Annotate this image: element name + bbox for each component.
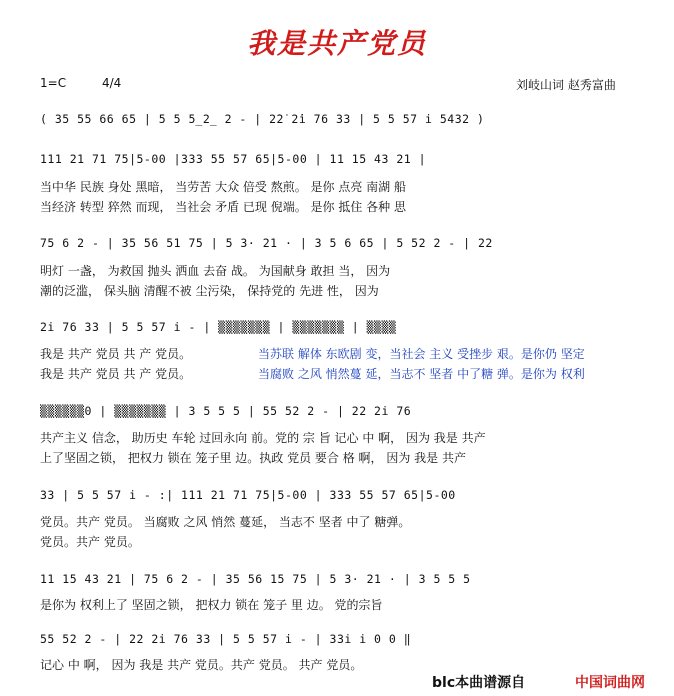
lyric-line-4a: 我是 共产 党员 共 产 党员。 <box>40 347 192 361</box>
lyric-line-6b: 党员。共产 党员。 <box>40 535 140 549</box>
notation-line-4: 2i 76 33 | 5 5 57 i - | ▒▒▒▒▒▒▒ | ▒▒▒▒▒▒▒ | ▒▒▒▒ <box>40 320 397 334</box>
lyric-line-5b: 上了坚固之锁， 把权力 锁在 笼子里 边。执政 党员 要合 格 啊， 因为 我是 共产 <box>40 451 466 465</box>
lyric-line-8a: 记心 中 啊， 因为 我是 共产 党员。共产 党员。 共产 党员。 <box>40 658 363 672</box>
notation-line-3: 75 6 2 - | 35 56 51 75 | 5 3· 21 · | 3 5 6 65 | 5 52 2 - | 22 <box>40 236 493 250</box>
lyric-line-7a: 是你为 权利上了 坚固之锁， 把权力 锁在 笼子 里 边。 党的宗旨 <box>40 598 383 612</box>
notation-line-6: 33 | 5 5 57 i - :| 111 21 71 75|5-00 | 333 55 57 65|5-00 <box>40 488 456 502</box>
lyric-line-6a: 党员。共产 党员。 当腐败 之风 悄然 蔓延， 当志不 坚者 中了 糖弹。 <box>40 515 411 529</box>
time-signature: 4/4 <box>102 76 122 90</box>
lyric-line-2b: 当经济 转型 猝然 而现， 当社会 矛盾 已现 倪端。 是你 抵住 各种 思 <box>40 200 406 214</box>
lyric-line-4a-verse2: 当苏联 解体 东欧剧 变，当社会 主义 受挫步 艰。是你仍 坚定 <box>258 347 585 361</box>
notation-line-5: ▒▒▒▒▒▒0 | ▒▒▒▒▒▒▒ | 3 5 5 5 | 55 52 2 - | 22 2i 76 <box>40 404 412 418</box>
lyric-line-3a: 明灯 一盏， 为救国 抛头 洒血 去奋 战。 为国献身 敢担 当， 因为 <box>40 264 391 278</box>
lyric-line-4b: 我是 共产 党员 共 产 党员。 <box>40 367 192 381</box>
lyric-line-4b-verse2: 当腐败 之风 悄然蔓 延，当志不 坚者 中了糖 弹。是你为 权利 <box>258 367 585 381</box>
song-title: 我是共产党员 <box>246 27 427 60</box>
key-signature: 1=C <box>40 76 67 90</box>
notation-line-8: 55 52 2 - | 22 2i 76 33 | 5 5 57 i - | 33i i 0 0 ‖ <box>40 632 412 646</box>
lyric-line-5a: 共产主义 信念， 助历史 车轮 过回永向 前。党的 宗 旨 记心 中 啊， 因为 我是 共产 <box>40 431 486 445</box>
notation-line-2: 111 21 71 75|5-00 |333 55 57 65|5-00 | 11 15 43 21 | <box>40 152 427 166</box>
notation-line-1: ( 35 55 66 65 | 5 5 5̲2̲ 2 - | 2̇2̇ 2̇i 76 33 | 5 5 57 i 5432 ) <box>40 112 485 126</box>
footer-source-label: blc本曲谱源自 <box>432 675 526 691</box>
lyric-line-3b: 潮的泛滥， 保头脑 清醒不被 尘污染， 保持党的 先进 性， 因为 <box>40 284 379 298</box>
notation-line-7: 11 15 43 21 | 75 6 2 - | 35 56 15 75 | 5 3· 21 · | 3 5 5 5 <box>40 572 471 586</box>
song-credits: 刘岐山词 赵秀富曲 <box>516 78 616 92</box>
lyric-line-2a: 当中华 民族 身处 黑暗， 当劳苦 大众 倍受 熬煎。 是你 点亮 南湖 船 <box>40 180 406 194</box>
footer-site-name[interactable]: 中国词曲网 <box>575 675 645 691</box>
